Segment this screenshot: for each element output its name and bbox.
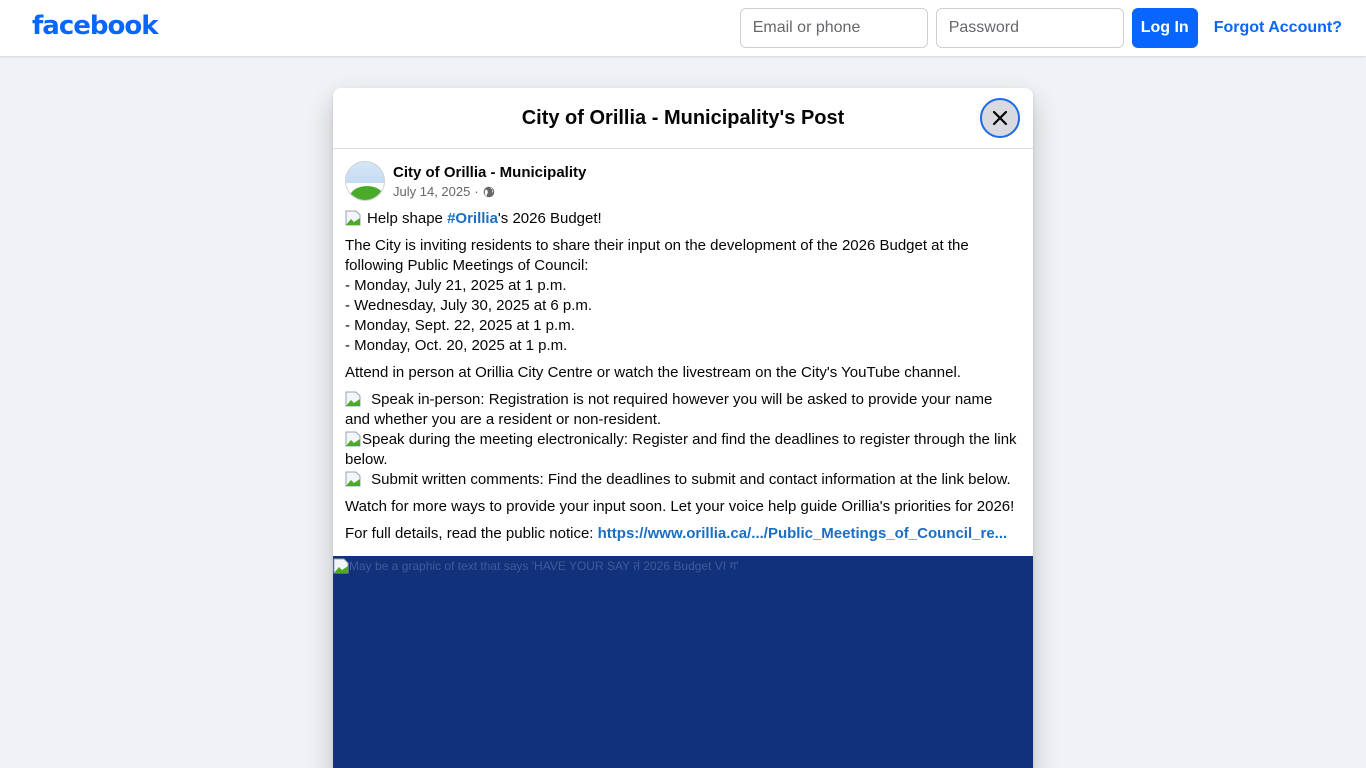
dialog-header (333, 88, 1033, 149)
email-input[interactable]: Email or phone (740, 8, 928, 48)
image-alt-text: May be a graphic of text that says 'HAVE YOUR SAY तं 2026 Budget VI ग' (333, 557, 739, 574)
public-notice-link[interactable]: https://www.orillia.ca/.../Public_Meetings_of_Council_re... (597, 525, 1008, 542)
meta-separator: · (474, 183, 479, 199)
login-button[interactable]: Log In (1132, 8, 1198, 48)
post-header (345, 161, 1021, 201)
dialog-title: City of Orillia - Municipality's Post (521, 106, 845, 129)
emoji-image-icon (345, 391, 361, 407)
option-item: Speak during the meeting electronically: Register and find the deadlines to register through the link below. (345, 431, 1017, 468)
emoji-image-icon (345, 210, 361, 226)
hashtag-link[interactable]: #Orillia (447, 210, 498, 227)
meeting-item: - Wednesday, July 30, 2025 at 6 p.m. (345, 297, 593, 314)
emoji-image-icon (345, 431, 361, 447)
option-item: Speak in-person: Registration is not required however you will be asked to provide your name and whether you are a resident or non-resident. (345, 391, 993, 428)
meeting-item: - Monday, Sept. 22, 2025 at 1 p.m. (345, 317, 575, 334)
facebook-logo[interactable]: facebook (32, 11, 158, 41)
post-dialog (333, 88, 1033, 768)
post-content (333, 149, 1033, 544)
globe-icon (483, 186, 495, 198)
close-button[interactable] (980, 98, 1020, 138)
meeting-item: - Monday, Oct. 20, 2025 at 1 p.m. (345, 337, 568, 354)
post-intro: The City is inviting residents to share their input on the development of the 2026 Budget at the following Public Meetings of Council: - Monday, July 21, 2025 at 1 p.m. - Wednesday, July 30, 2025 at 6 p.m. - Monday, Sept. 22, 2025 at 1 p.m. - Monday, Oct. 20, 2025 at 1 p.m. (345, 237, 969, 354)
post-headline: Help shape #Orillia's 2026 Budget! (345, 209, 1021, 229)
top-navigation-bar (0, 0, 1366, 56)
emoji-image-icon (345, 471, 361, 487)
post-image[interactable] (333, 556, 1033, 768)
post-body (345, 209, 1021, 544)
broken-image-icon (333, 558, 349, 574)
option-item: Submit written comments: Find the deadlines to submit and contact information at the link below. (367, 471, 1011, 488)
login-form (740, 8, 1346, 48)
attend-text: Attend in person at Orillia City Centre or watch the livestream on the City's YouTube channel. (345, 364, 961, 381)
avatar[interactable] (345, 161, 385, 201)
author-name[interactable]: City of Orillia - Municipality (393, 163, 587, 181)
close-icon (991, 109, 1009, 127)
forgot-account-link[interactable]: Forgot Account? (1213, 19, 1342, 36)
post-date[interactable]: July 14, 2025 (393, 183, 471, 199)
details-text: For full details, read the public notice: https://www.orillia.ca/.../Public_Meetings_of_Council_re... (345, 525, 1008, 542)
password-input[interactable]: Password (936, 8, 1124, 48)
post-meta (393, 184, 586, 200)
watch-text: Watch for more ways to provide your input soon. Let your voice help guide Orillia's priorities for 2026! (345, 498, 1015, 515)
participation-options (345, 390, 1021, 490)
meeting-item: - Monday, July 21, 2025 at 1 p.m. (345, 277, 567, 294)
